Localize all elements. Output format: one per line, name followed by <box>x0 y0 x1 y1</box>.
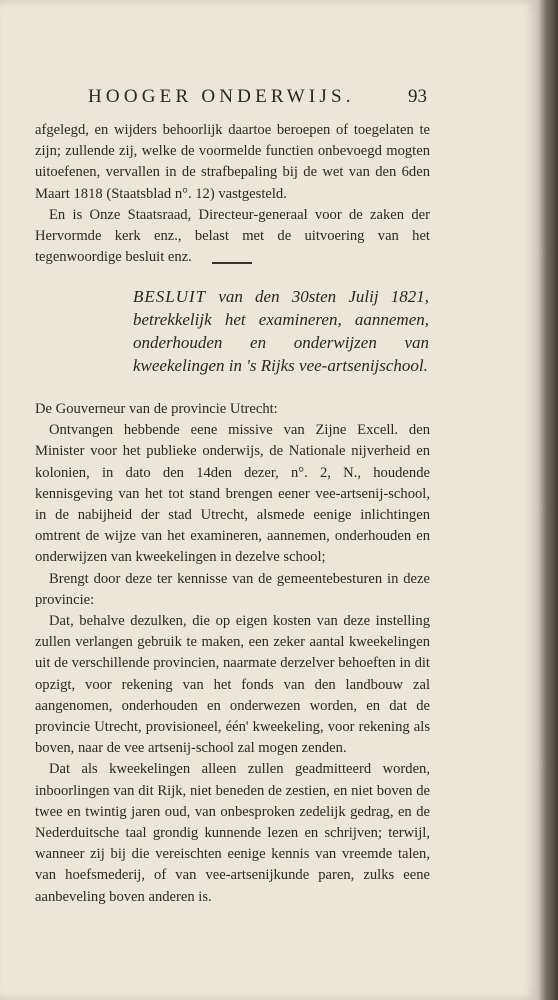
decree-lead-word: BESLUIT <box>133 287 207 306</box>
paragraph-announcement: Brengt door deze ter kennisse van de gemeentebesturen in deze provincie: <box>35 570 430 608</box>
book-edge <box>538 0 558 1000</box>
paragraph-missive: Ontvangen hebbende eene missive van Zijne Excell. den Minister voor het publieke onderwijs, de Nationale nijverheid en kolonien, in dato den 14den dezer, n°. 2, N., houdende kennisgeving van het tot stand brengen eener vee-artsenij-school, in de nabijheid der stad Utrecht, alsmede eenige inlichtingen omtrent de wijze van het examineren, aannemen, onderhouden en onderwijzen van kweekelingen in dezelve school; <box>35 422 430 566</box>
decree-body <box>35 399 430 908</box>
paragraph-closing-previous-decree: afgelegd, en wijders behoorlijk daartoe beroepen of toegelaten te zijn; zullende zij, welke de voormelde functien onbevoegd mogten uitoefenen, vervallen in de strafbepaling bij de wet van den 6den Maart 1818 (Staatsblad n°. 12) vastgesteld. <box>35 122 430 202</box>
section-divider <box>212 262 252 264</box>
top-text-block <box>35 120 430 268</box>
paragraph-admission-requirements: Dat als kweekelingen alleen zullen geadmitteerd worden, inboorlingen van dit Rijk, niet beneden de zestien, en niet boven de twee en twintig jaren oud, van onbesproken zedelijk gedrag, en de Nederduitsche taal grondig kunnende lezen en schrijven; terwijl, wanneer zij bij die vereischten eenige kennis van vreemde talen, van hoefsmederij, of van vee-artsenijkunde paren, zulks eene aanbeveling boven anderen is. <box>35 761 430 905</box>
page-number: 93 <box>408 86 427 107</box>
decree-title: van den 30sten Julij 1821, betrekkelijk het examineren, aannemen, onderhouden en onderwijzen van kweekelingen in 's Rijks vee-artsenijschool. <box>133 287 429 375</box>
paragraph-execution-clause: En is Onze Staatsraad, Directeur-generaal voor de zaken der Hervormde kerk enz., belast met de uitvoering van het tegenwoordige besluit enz. <box>35 206 430 266</box>
paragraph-governor: De Gouverneur van de provincie Utrecht: <box>35 401 278 417</box>
running-head: HOOGER ONDERWIJS. <box>88 86 355 107</box>
decree-heading <box>133 285 429 377</box>
paragraph-students-quota: Dat, behalve dezulken, die op eigen kosten van deze instelling zullen verlangen gebruik te maken, een zeker aantal kweekelingen uit de verschillende provincien, naarmate derzelver behoeften in dit opzigt, voor rekening van het fonds van den landbouw zal aangenomen, onderhouden en onderwezen worden, en dat de provincie Utrecht, provisioneel, één' kweekeling, voor rekening als boven, naar de vee artsenij-school zal mogen zenden. <box>35 613 430 757</box>
